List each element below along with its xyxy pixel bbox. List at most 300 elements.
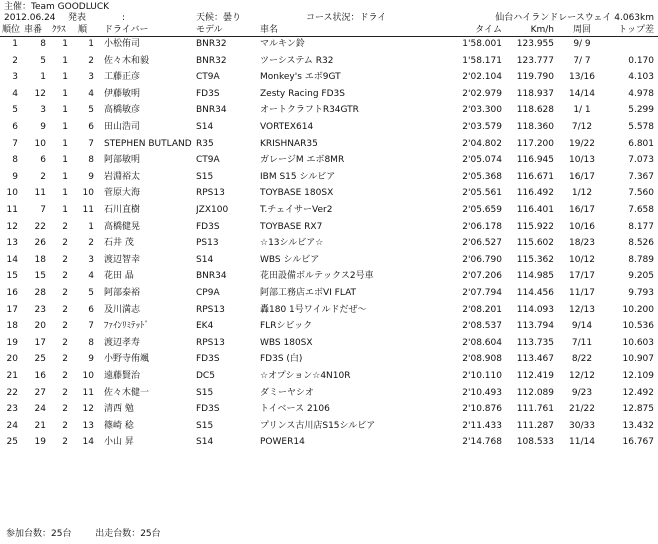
- table-row: [0, 254, 658, 266]
- cell-pos: 4: [12, 88, 18, 99]
- cell-order: 11: [82, 387, 94, 398]
- cell-car: 阿部工務店エボVI FLAT: [260, 288, 357, 298]
- cell-lap: 11/14: [569, 437, 595, 448]
- table-row: [0, 337, 658, 349]
- cell-pos: 16: [6, 288, 18, 298]
- cell-car: マルキン鈴: [260, 39, 305, 49]
- cell-time: 2'03.579: [462, 122, 502, 132]
- table-row: [0, 237, 658, 249]
- cell-lap: 13/16: [569, 72, 595, 83]
- cell-speed: 116.492: [516, 188, 554, 199]
- cell-driver: 佐々木和毅: [104, 55, 150, 66]
- cell-num: 24: [34, 404, 46, 415]
- table-row: [0, 171, 658, 183]
- cell-driver: 渡辺孝寿: [104, 337, 141, 348]
- cell-driver: 及川満志: [104, 304, 141, 315]
- cell-class: 1: [62, 155, 68, 166]
- cell-gap: 10.536: [622, 321, 654, 332]
- cell-car: ダミーヤシオ: [260, 387, 314, 398]
- cell-speed: 108.533: [516, 437, 554, 448]
- cell-speed: 118.937: [516, 88, 554, 99]
- cell-num: 11: [34, 188, 46, 199]
- cell-car: TOYBASE 180SX: [260, 188, 334, 199]
- cell-car: FLRシビック: [260, 321, 313, 332]
- cell-time: 2'10.876: [462, 404, 502, 415]
- entries-count: 参加台数：25台: [6, 529, 72, 539]
- cell-lap: 30/33: [569, 420, 595, 431]
- cell-order: 1: [88, 221, 94, 232]
- cell-car: 轟180 1号ワイルドだぜ～: [260, 304, 367, 315]
- cell-speed: 112.419: [516, 371, 554, 381]
- cell-driver: 小野寺侑颯: [104, 354, 150, 365]
- table-row: [0, 221, 658, 233]
- table-row: [0, 403, 658, 415]
- cell-num: 26: [34, 238, 46, 249]
- cell-pos: 15: [6, 271, 18, 282]
- cell-time: 1'58.001: [462, 39, 502, 49]
- table-row: [0, 270, 658, 282]
- cell-lap: 17/17: [569, 271, 595, 282]
- cell-model: FD3S: [196, 354, 220, 365]
- col-pos: 順位: [2, 25, 21, 35]
- cell-lap: 11/17: [569, 288, 595, 298]
- cell-speed: 111.761: [516, 404, 554, 415]
- cell-model: BNR32: [196, 39, 227, 49]
- announce-colon: :: [122, 13, 126, 23]
- cell-order: 8: [88, 337, 94, 348]
- cell-num: 1: [40, 72, 46, 83]
- cell-model: BNR34: [196, 271, 227, 282]
- cell-num: 21: [34, 420, 46, 431]
- cell-pos: 25: [6, 437, 18, 448]
- cell-car: IBM S15 シルビア: [260, 171, 336, 182]
- cell-lap: 7/12: [571, 122, 593, 132]
- cell-class: 1: [62, 55, 68, 66]
- cell-model: DC5: [196, 371, 215, 381]
- cell-speed: 116.945: [516, 155, 554, 166]
- cell-model: FD3S: [196, 404, 220, 415]
- cell-order: 8: [88, 155, 94, 166]
- cell-order: 4: [88, 88, 94, 99]
- cell-time: 2'05.659: [462, 205, 502, 215]
- cell-num: 8: [40, 39, 46, 49]
- cell-car: ☆13シルビア☆: [260, 238, 324, 249]
- cell-class: 1: [62, 188, 68, 199]
- cell-pos: 21: [6, 371, 18, 381]
- cell-car: ガレージM エボ8MR: [260, 155, 345, 166]
- cell-driver: ﾌｧｲﾝﾘﾐﾃｯﾄﾞ: [104, 321, 150, 332]
- cell-gap: 7.560: [628, 188, 654, 199]
- cell-class: 2: [62, 354, 68, 365]
- cell-gap: 0.170: [628, 55, 654, 66]
- table-row: [0, 304, 658, 316]
- cell-pos: 3: [12, 72, 18, 83]
- cell-speed: 114.985: [516, 271, 554, 282]
- cell-num: 6: [40, 155, 46, 166]
- cell-lap: 10/13: [569, 155, 595, 166]
- cell-class: 2: [62, 254, 68, 265]
- cell-class: 2: [62, 337, 68, 348]
- table-row: [0, 387, 658, 399]
- course-condition-label: コース状況：ドライ: [306, 13, 387, 23]
- cell-lap: 8/22: [571, 354, 593, 365]
- cell-time: 2'04.802: [462, 138, 502, 149]
- cell-order: 6: [88, 122, 94, 132]
- cell-pos: 11: [6, 205, 18, 215]
- cell-driver: 篠崎 稔: [104, 420, 134, 431]
- cell-time: 2'05.368: [462, 171, 502, 182]
- cell-gap: 7.658: [628, 205, 654, 215]
- column-header-row: [0, 24, 658, 37]
- table-row: [0, 154, 658, 166]
- cell-class: 2: [62, 387, 68, 398]
- cell-class: 1: [62, 205, 68, 215]
- cell-num: 16: [34, 371, 46, 381]
- cell-model: JZX100: [196, 205, 229, 215]
- cell-speed: 115.362: [516, 254, 554, 265]
- cell-gap: 12.109: [622, 371, 654, 381]
- cell-gap: 8.789: [628, 254, 654, 265]
- cell-speed: 111.287: [516, 420, 554, 431]
- cell-order: 3: [88, 254, 94, 265]
- cell-pos: 13: [6, 238, 18, 249]
- cell-model: S14: [196, 437, 214, 448]
- cell-pos: 1: [12, 39, 18, 49]
- cell-lap: 10/12: [569, 254, 595, 265]
- cell-model: CT9A: [196, 72, 220, 83]
- cell-driver: 岩淵裕太: [104, 171, 141, 182]
- cell-pos: 6: [12, 122, 18, 132]
- cell-lap: 19/22: [569, 138, 595, 149]
- cell-order: 7: [88, 138, 94, 149]
- cell-class: 1: [62, 88, 68, 99]
- cell-car: ☆オプション☆4N10R: [260, 371, 351, 381]
- cell-speed: 123.777: [516, 55, 554, 66]
- cell-gap: 7.367: [628, 171, 654, 182]
- starters-count: 出走台数：25台: [95, 529, 161, 539]
- cell-num: 17: [34, 337, 46, 348]
- table-row: [0, 370, 658, 382]
- cell-time: 2'06.178: [462, 221, 502, 232]
- cell-num: 9: [40, 122, 46, 132]
- cell-driver: 石井 茂: [104, 238, 134, 249]
- cell-gap: 10.907: [622, 354, 654, 365]
- cell-lap: 16/17: [569, 205, 595, 215]
- cell-speed: 115.922: [516, 221, 554, 232]
- table-row: [0, 71, 658, 83]
- cell-lap: 16/17: [569, 171, 595, 182]
- cell-gap: 9.205: [628, 271, 654, 282]
- cell-time: 2'10.493: [462, 387, 502, 398]
- cell-car: 花田設備ボルテックス2号車: [260, 271, 374, 282]
- table-row: [0, 353, 658, 365]
- cell-model: BNR34: [196, 105, 227, 116]
- cell-speed: 116.671: [516, 171, 554, 182]
- cell-gap: 4.103: [628, 72, 654, 83]
- cell-speed: 113.467: [516, 354, 554, 365]
- cell-car: プリンス古川店S15シルビア: [260, 420, 376, 431]
- cell-order: 1: [88, 39, 94, 49]
- cell-num: 12: [34, 88, 46, 99]
- cell-pos: 22: [6, 387, 18, 398]
- cell-order: 6: [88, 304, 94, 315]
- cell-pos: 2: [12, 55, 18, 66]
- cell-num: 10: [34, 138, 46, 149]
- cell-num: 27: [34, 387, 46, 398]
- cell-order: 2: [88, 238, 94, 249]
- cell-model: EK4: [196, 321, 214, 332]
- col-time: タイム: [475, 25, 502, 35]
- cell-class: 1: [62, 72, 68, 83]
- cell-car: KRISHNAR35: [260, 138, 318, 149]
- cell-model: S15: [196, 420, 214, 431]
- cell-pos: 10: [6, 188, 18, 199]
- cell-driver: 花田 晶: [104, 271, 134, 282]
- col-gap: トップ差: [618, 25, 654, 35]
- cell-model: FD3S: [196, 88, 220, 99]
- cell-lap: 9/14: [571, 321, 593, 332]
- cell-time: 2'07.794: [462, 288, 502, 298]
- cell-num: 7: [40, 205, 46, 215]
- cell-gap: 4.978: [628, 88, 654, 99]
- cell-class: 2: [62, 221, 68, 232]
- weather-label: 天候：曇り: [196, 13, 242, 23]
- cell-gap: 12.875: [622, 404, 654, 415]
- footer: [6, 528, 161, 540]
- cell-pos: 17: [6, 304, 18, 315]
- cell-pos: 20: [6, 354, 18, 365]
- cell-lap: 10/16: [569, 221, 595, 232]
- cell-driver: 田山浩司: [104, 122, 141, 132]
- cell-model: S15: [196, 171, 214, 182]
- cell-gap: 16.767: [622, 437, 654, 448]
- cell-speed: 118.360: [516, 122, 554, 132]
- cell-time: 2'14.768: [462, 437, 502, 448]
- cell-car: TOYBASE RX7: [260, 221, 323, 232]
- cell-time: 2'03.300: [462, 105, 502, 116]
- cell-lap: 9/ 9: [573, 39, 591, 49]
- cell-pos: 24: [6, 420, 18, 431]
- cell-num: 28: [34, 288, 46, 298]
- cell-car: WBS シルビア: [260, 254, 320, 265]
- table-row: [0, 287, 658, 299]
- cell-time: 2'08.201: [462, 304, 502, 315]
- cell-pos: 12: [6, 221, 18, 232]
- cell-driver: 伊藤敏明: [104, 88, 141, 99]
- cell-driver: 小山 昇: [104, 437, 134, 448]
- cell-time: 2'08.537: [462, 321, 502, 332]
- cell-time: 2'07.206: [462, 271, 502, 282]
- cell-gap: 7.073: [628, 155, 654, 166]
- cell-lap: 21/22: [569, 404, 595, 415]
- cell-driver: 石川直樹: [104, 205, 141, 215]
- cell-gap: [606, 38, 654, 50]
- cell-lap: 12/12: [569, 371, 595, 381]
- cell-model: S14: [196, 122, 214, 132]
- cell-num: 3: [40, 105, 46, 116]
- col-driver: ドライバー: [104, 25, 149, 35]
- cell-speed: 114.456: [516, 288, 554, 298]
- cell-pos: 19: [6, 337, 18, 348]
- table-row: [0, 204, 658, 216]
- cell-num: 22: [34, 221, 46, 232]
- table-row: [0, 138, 658, 150]
- cell-class: 2: [62, 437, 68, 448]
- cell-driver: 高橋敏彦: [104, 105, 141, 116]
- cell-lap: 9/23: [571, 387, 593, 398]
- cell-driver: 渡辺智幸: [104, 254, 141, 265]
- cell-time: 2'11.433: [462, 420, 502, 431]
- table-row: [0, 320, 658, 332]
- cell-car: WBS 180SX: [260, 337, 313, 348]
- cell-lap: 1/12: [571, 188, 593, 199]
- cell-order: 14: [82, 437, 94, 448]
- cell-order: 4: [88, 271, 94, 282]
- cell-model: S15: [196, 387, 214, 398]
- venue-label: 仙台ハイランドレースウェイ 4.063km: [495, 13, 654, 23]
- cell-car: トイベース 2106: [260, 404, 330, 415]
- cell-gap: 8.177: [628, 221, 654, 232]
- cell-order: 10: [82, 188, 94, 199]
- cell-lap: 14/14: [569, 88, 595, 99]
- table-row: [0, 436, 658, 448]
- cell-gap: 12.492: [622, 387, 654, 398]
- cell-speed: 119.790: [516, 72, 554, 83]
- cell-driver: 小松侑司: [104, 39, 141, 49]
- cell-driver: 高橋健晃: [104, 221, 141, 232]
- cell-order: 9: [88, 171, 94, 182]
- cell-speed: 116.401: [516, 205, 554, 215]
- cell-order: 5: [88, 105, 94, 116]
- col-order: 順: [78, 25, 88, 35]
- cell-class: 1: [62, 122, 68, 132]
- table-row: [0, 121, 658, 133]
- cell-lap: 7/11: [571, 337, 593, 348]
- cell-time: 2'02.104: [462, 72, 502, 83]
- col-num: 車番: [24, 25, 43, 35]
- table-row: [0, 187, 658, 199]
- cell-class: 1: [62, 138, 68, 149]
- cell-class: 1: [62, 39, 68, 49]
- cell-num: 23: [34, 304, 46, 315]
- cell-time: 1'58.171: [462, 55, 502, 66]
- organizer-label: 主催：Team GOODLUCK: [4, 2, 110, 12]
- table-row: [0, 55, 658, 67]
- cell-speed: 123.955: [516, 39, 554, 49]
- cell-order: 3: [88, 72, 94, 83]
- cell-class: 2: [62, 271, 68, 282]
- cell-num: 18: [34, 254, 46, 265]
- cell-order: 2: [88, 55, 94, 66]
- cell-order: 11: [82, 205, 94, 215]
- cell-gap: 6.801: [628, 138, 654, 149]
- cell-order: 12: [82, 404, 94, 415]
- cell-pos: 23: [6, 404, 18, 415]
- cell-num: 15: [34, 271, 46, 282]
- cell-time: 2'06.790: [462, 254, 502, 265]
- cell-order: 10: [82, 371, 94, 381]
- cell-class: 2: [62, 304, 68, 315]
- cell-speed: 115.602: [516, 238, 554, 249]
- cell-num: 5: [40, 55, 46, 66]
- cell-speed: 118.628: [516, 105, 554, 116]
- cell-model: PS13: [196, 238, 219, 249]
- cell-driver: 遠藤賢治: [104, 371, 141, 381]
- cell-car: FD3S (白): [260, 354, 303, 365]
- cell-class: 2: [62, 420, 68, 431]
- cell-class: 2: [62, 371, 68, 381]
- cell-model: S14: [196, 254, 214, 265]
- table-row: [0, 88, 658, 100]
- cell-class: 1: [62, 105, 68, 116]
- cell-time: 2'02.979: [462, 88, 502, 99]
- cell-speed: 113.735: [516, 337, 554, 348]
- cell-pos: 7: [12, 138, 18, 149]
- col-speed: Km/h: [530, 25, 554, 35]
- col-lap: 周回: [572, 25, 591, 35]
- cell-time: 2'06.527: [462, 238, 502, 249]
- cell-class: 1: [62, 171, 68, 182]
- cell-car: POWER14: [260, 437, 305, 448]
- announce-label: 発表: [68, 13, 87, 23]
- cell-class: 2: [62, 238, 68, 249]
- col-car: 車名: [260, 25, 279, 35]
- cell-gap: 10.603: [622, 337, 654, 348]
- cell-num: 2: [40, 171, 46, 182]
- cell-driver: 佐々木健一: [104, 387, 150, 398]
- cell-class: 2: [62, 404, 68, 415]
- cell-car: オートクラフトR34GTR: [260, 105, 359, 116]
- cell-model: RPS13: [196, 188, 225, 199]
- cell-lap: 12/13: [569, 304, 595, 315]
- date-label: 2012.06.24: [4, 13, 56, 23]
- cell-num: 19: [34, 437, 46, 448]
- cell-speed: 113.794: [516, 321, 554, 332]
- cell-time: 2'05.074: [462, 155, 502, 166]
- cell-time: 2'10.110: [462, 371, 502, 381]
- cell-pos: 9: [12, 171, 18, 182]
- cell-driver: 清西 勉: [104, 404, 134, 415]
- cell-model: CP9A: [196, 288, 220, 298]
- col-class: ｸﾗｽ: [52, 25, 66, 35]
- cell-class: 2: [62, 288, 68, 298]
- cell-order: 7: [88, 321, 94, 332]
- cell-speed: 112.089: [516, 387, 554, 398]
- cell-time: 2'08.908: [462, 354, 502, 365]
- cell-order: 9: [88, 354, 94, 365]
- cell-model: BNR32: [196, 55, 227, 66]
- cell-class: 2: [62, 321, 68, 332]
- cell-lap: 18/23: [569, 238, 595, 249]
- cell-gap: 5.299: [628, 105, 654, 116]
- cell-pos: 14: [6, 254, 18, 265]
- cell-model: FD3S: [196, 221, 220, 232]
- table-row: [0, 104, 658, 116]
- cell-pos: 5: [12, 105, 18, 116]
- table-row: [0, 38, 658, 50]
- cell-gap: 9.793: [628, 288, 654, 298]
- cell-time: 2'05.561: [462, 188, 502, 199]
- cell-car: VORTEX614: [260, 122, 314, 132]
- cell-model: R35: [196, 138, 214, 149]
- cell-pos: 8: [12, 155, 18, 166]
- cell-speed: 114.093: [516, 304, 554, 315]
- cell-driver: 阿部敏明: [104, 155, 141, 166]
- cell-num: 25: [34, 354, 46, 365]
- cell-car: Monkey's エボ9GT: [260, 72, 341, 83]
- cell-model: CT9A: [196, 155, 220, 166]
- cell-num: 20: [34, 321, 46, 332]
